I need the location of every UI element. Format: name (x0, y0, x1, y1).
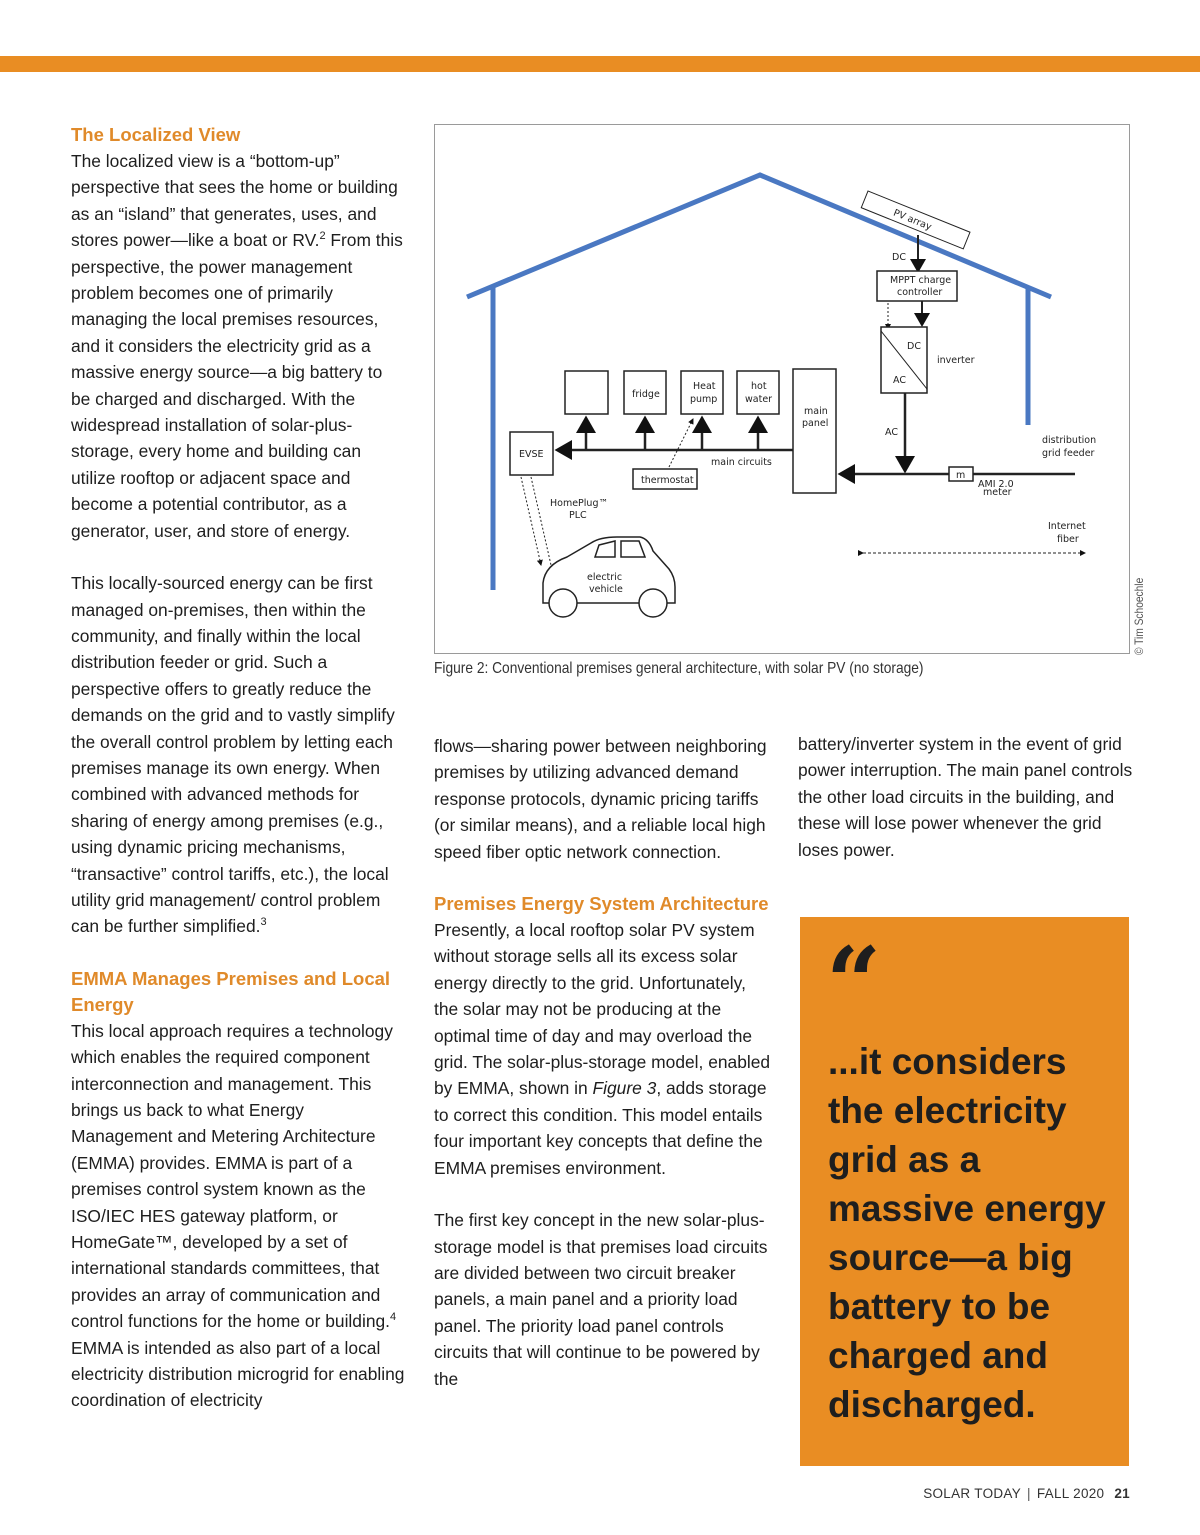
svg-text:electric: electric (587, 572, 623, 583)
page-number: 21 (1114, 1486, 1130, 1501)
svg-text:AC: AC (893, 375, 906, 386)
pull-quote (800, 917, 1129, 1466)
svg-text:EVSE: EVSE (519, 449, 544, 460)
svg-text:meter: meter (983, 487, 1012, 498)
main-panel (793, 369, 836, 493)
svg-text:PV array: PV array (891, 207, 934, 233)
paragraph: battery/inverter system in the event of grid power interruption. The main panel controls the other load circuits in the building, and these will lose power whenever the grid loses power. (798, 734, 1133, 860)
footnote-ref: 2 (319, 230, 326, 243)
middle-column (434, 733, 774, 1392)
top-accent-bar (0, 56, 1200, 72)
svg-text:inverter: inverter (937, 355, 975, 366)
paragraph: Presently, a local rooftop solar PV system without storage sells all its excess solar energy directly to the grid. Unfortunately, the solar may not be producing at the optimal time of day and may overload the grid. The solar-plus-storage model, enabled by EMMA, shown in Figure 3, adds storage to correct this condition. This model entails four important key concepts that define the EMMA premises environment. (434, 920, 771, 1178)
photo-credit: © Tim Schoechle (1132, 577, 1146, 655)
paragraph: flows—sharing power between neighboring premises by utilizing advanced demand response protocols, dynamic pricing tariffs (or similar means), and a reliable local high speed fiber optic network connection. (434, 736, 767, 862)
svg-text:water: water (745, 394, 773, 405)
svg-text:MPPT charge: MPPT charge (890, 275, 952, 286)
left-column (71, 122, 406, 1414)
svg-text:fridge: fridge (632, 389, 660, 400)
page-footer (923, 1486, 1130, 1501)
svg-text:distribution: distribution (1042, 435, 1097, 446)
svg-text:AMI 2.0: AMI 2.0 (978, 479, 1014, 490)
svg-text:Heat: Heat (693, 381, 716, 392)
heading-emma: EMMA Manages Premises and Local Energy (71, 967, 391, 1015)
paragraph: The localized view is a “bottom-up” perspective that sees the home or building as an “island” that generates, uses, and stores power—like a boat or RV.$^2$ From this perspective, the power management problem becomes one of primarily managing the local premises resources, and it considers the electricity grid as a massive energy source—a big battery to be charged and discharged. With the widespread installation of solar-plus-storage, every home and building can utilize rooftop or adjacent space and become a potential contributor, as a generator, user, and store of energy. (71, 151, 403, 541)
svg-text:main: main (804, 406, 828, 417)
svg-text:DC: DC (892, 252, 906, 263)
svg-text:m: m (956, 470, 966, 481)
paragraph: This locally-sourced energy can be first managed on-premises, then within the community, and finally within the local distribution feeder or grid. Such a perspective offers to greatly reduce the demands on the grid and to vastly simplify the overall control problem by letting each premises manage its own energy. When combined with advanced methods for sharing of energy among premises (e.g., using dynamic pricing mechanisms, “transactive” control tariffs, etc.), the local utility grid management/ control problem can be further simplified.$^3$ (71, 573, 395, 937)
footer-separator: | (1027, 1486, 1031, 1501)
paragraph: This local approach requires a technology which enables the required component interconnection and management. This brings us back to what Energy Management and Metering Architecture (EMMA) provides. EMMA is part of a premises control system known as the ISO/IEC HES gateway platform, or HomeGate™, developed by a set of international standards committees, that provides an array of communication and control functions for the home or building.$^4$ EMMA is intended as also part of a local electricity distribution microgrid for enabling coordination of electricity (71, 1020, 405, 1411)
appliance-box (565, 371, 608, 414)
svg-text:pump: pump (690, 394, 718, 405)
figure-caption: Figure 2: Conventional premises general architecture, with solar PV (no storage) (434, 660, 924, 677)
svg-text:controller: controller (897, 287, 943, 298)
footnote-ref: 3 (260, 916, 267, 929)
svg-text:main circuits: main circuits (711, 457, 772, 468)
quote-mark: “ (826, 926, 882, 1039)
svg-text:grid feeder: grid feeder (1042, 448, 1095, 459)
publication-name: SOLAR TODAY (923, 1486, 1022, 1501)
svg-text:fiber: fiber (1057, 534, 1079, 545)
right-column (798, 731, 1138, 863)
svg-text:Internet: Internet (1048, 521, 1086, 532)
svg-text:HomePlug™: HomePlug™ (550, 498, 608, 509)
heading-premises-architecture: Premises Energy System Architecture (434, 893, 769, 915)
svg-text:hot: hot (751, 381, 767, 392)
svg-text:DC: DC (907, 341, 921, 352)
pull-quote-text: ...it considers the electricity grid as a massive energy source—a big battery to be charged and discharged. (828, 1041, 1106, 1425)
svg-text:thermostat: thermostat (641, 475, 694, 486)
footnote-ref: 4 (390, 1311, 397, 1324)
svg-text:vehicle: vehicle (589, 584, 623, 595)
svg-text:panel: panel (802, 418, 829, 429)
figure-diagram (434, 124, 1130, 654)
issue-label: FALL 2020 (1036, 1486, 1105, 1501)
heading-localized-view: The Localized View (71, 124, 241, 145)
hot-water-box (737, 371, 779, 414)
svg-text:AC: AC (885, 427, 898, 438)
figure-reference: Figure 3 (592, 1078, 657, 1099)
paragraph: The first key concept in the new solar-plus-storage model is that premises load circuits are divided between two circuit breaker panels, a main panel and a priority load panel. The priority load panel controls circuits that will continue to be powered by the (434, 1210, 768, 1389)
svg-text:PLC: PLC (569, 510, 587, 521)
heat-pump-box (681, 371, 723, 414)
architecture-diagram (435, 125, 1129, 653)
